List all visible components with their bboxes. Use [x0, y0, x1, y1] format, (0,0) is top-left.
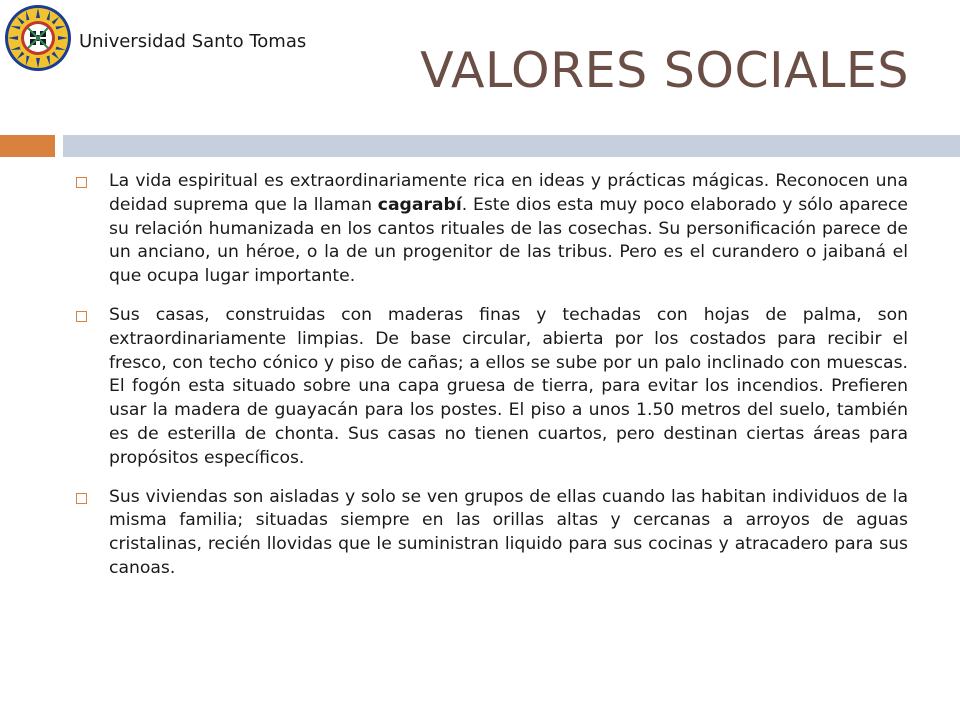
- deity-name: cagarabí: [377, 194, 462, 215]
- bullet-item: [74, 170, 908, 289]
- square-bullet-icon: [76, 177, 87, 188]
- university-name: Universidad Santo Tomas: [79, 31, 307, 52]
- bullet-text: Sus viviendas son aisladas y solo se ven grupos de ellas cuando las habitan individuos de la misma familia; situadas siempre en las orillas altas y cercanas a arroyos de aguas cristalinas, recién llovidas que le suministran liquido para sus cocinas y atracadero para sus canoas.: [109, 486, 908, 578]
- university-logo: [4, 4, 72, 72]
- square-bullet-icon: [76, 311, 87, 322]
- slide-title: VALORES SOCIALES: [420, 42, 909, 99]
- title-band: [63, 135, 960, 157]
- accent-bar: [0, 135, 55, 157]
- bullet-item: [74, 304, 908, 471]
- bullet-text: Sus casas, construidas con maderas finas y techadas con hojas de palma, son extraordinariamente limpias. De base circular, abierta por los costados para recibir el fresco, con techo cónico y piso de cañas; a ellos se sube por un palo inclinado con muescas. El fogón esta situado sobre una capa gruesa de tierra, para evitar los incendios. Prefieren usar la madera de guayacán para los postes. El piso a unos 1.50 metros del suelo, también es de esterilla de chonta. Sus casas no tienen cuartos, pero destinan ciertas áreas para propósitos específicos.: [109, 304, 908, 468]
- bullet-text: La vida espiritual es extraordinariamente rica en ideas y prácticas mágicas. Reconocen una deidad suprema que la llaman cagarabí. Este dios esta muy poco elaborado y sólo aparece su relación humanizada en los cantos rituales de las cosechas. Su personificación parece de un anciano, un héroe, o la de un progenitor de las tribus. Pero es el curandero o jaibaná el que ocupa lugar importante.: [109, 171, 908, 287]
- square-bullet-icon: [76, 493, 87, 504]
- bullet-item: [74, 486, 908, 581]
- bullet-list: [74, 170, 908, 596]
